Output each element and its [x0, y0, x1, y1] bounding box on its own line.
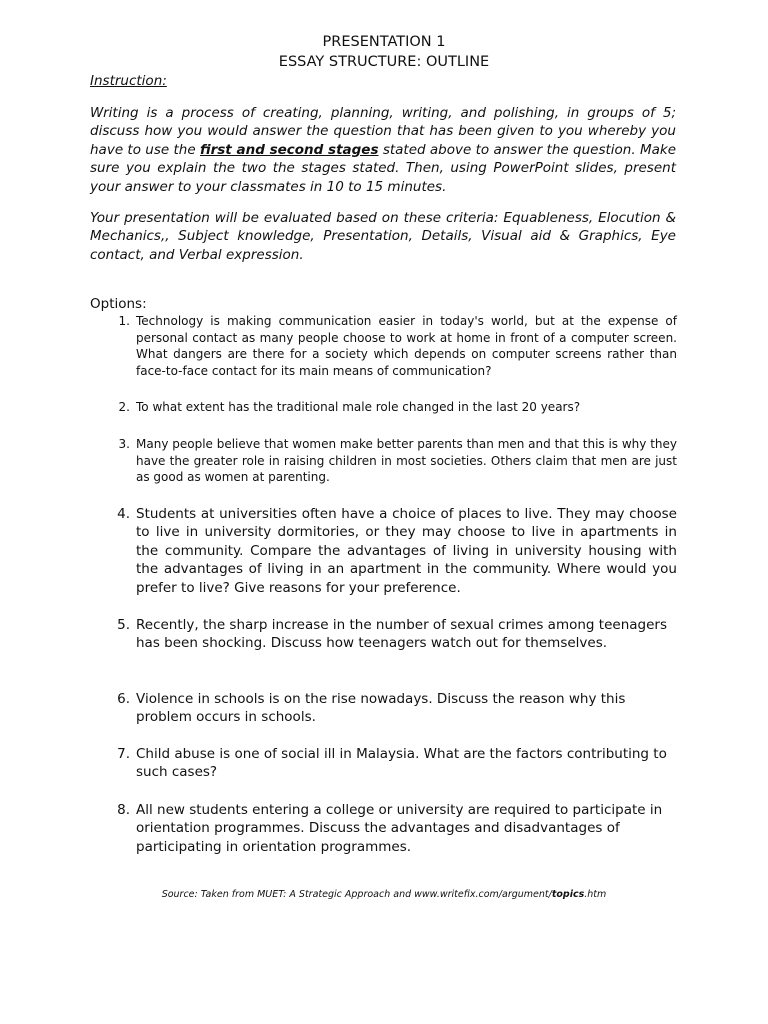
option-number: 4. — [117, 506, 130, 522]
option-text: Child abuse is one of social ill in Malaysia. What are the factors contributing to such cases? — [136, 746, 667, 781]
option-text: Students at universities often have a choice of places to live. They may choose to live in university dormitories, or they may choose to live in apartments in the community. Compare the advantages of living in university housing with the advantages of living in an apartment in the community. Where would you prefer to live? Give reasons for your preference. — [136, 506, 677, 596]
option-number: 7. — [117, 746, 130, 762]
page-title: PRESENTATION 1 — [322, 34, 446, 50]
source-text-before: Source: Taken from MUET: A Strategic Approach and www.writefix.com/argument/ — [161, 889, 552, 900]
options-label: Options: — [90, 296, 147, 312]
option-text: Many people believe that women make better parents than men and that this is why they have the greater role in raising children in most societies. Others claim that men are just as good as women at parenting. — [136, 437, 677, 485]
option-number: 6. — [117, 691, 130, 707]
instruction-text-after: stated above to answer the question. Make sure you explain the two the stages stated. Then, using PowerPoint slides, present your answer to your classmates in 10 to 15 minutes. — [90, 141, 676, 195]
option-text: To what extent has the traditional male role changed in the last 20 years? — [136, 400, 581, 414]
instruction-text-before: Writing is a process of creating, planning, writing, and polishing, in groups of 5; discuss how you would answer the question that has been given to you whereby you have to use the — [90, 105, 676, 158]
option-text: Recently, the sharp increase in the number of sexual crimes among teenagers has been shocking. Discuss how teenagers watch out for themselves. — [136, 617, 667, 652]
source-text-after: .htm — [584, 889, 607, 900]
option-number: 1. — [118, 314, 130, 328]
instruction-emphasis: first and second stages — [199, 141, 379, 158]
option-text: Technology is making communication easier in today's world, but at the expense of personal contact as many people choose to work at home in front of a computer screen. What dangers are there for a society which depends on computer screens rather than face-to-face contact for its main means of communication? — [136, 314, 677, 378]
source-text-bold: topics — [551, 889, 585, 900]
option-number: 8. — [117, 802, 130, 818]
option-number: 5. — [117, 617, 130, 633]
option-number: 3. — [118, 437, 130, 451]
evaluation-criteria-paragraph: Your presentation will be evaluated based on these criteria: Equableness, Elocution & Mechanics,, Subject knowledge, Presentation, Details, Visual aid & Graphics, Eye contact, and Verbal expression. — [90, 210, 676, 263]
page-subtitle: ESSAY STRUCTURE: OUTLINE — [278, 54, 490, 70]
option-text: Violence in schools is on the rise nowadays. Discuss the reason why this problem occurs in schools. — [136, 691, 626, 726]
source-citation — [0, 888, 768, 902]
option-number: 2. — [118, 400, 130, 414]
instruction-label: Instruction: — [90, 73, 167, 89]
option-text: All new students entering a college or university are required to participate in orientation programmes. Discuss the advantages and disadvantages of participating in orientation programmes. — [136, 802, 663, 855]
instruction-paragraph — [90, 104, 676, 196]
